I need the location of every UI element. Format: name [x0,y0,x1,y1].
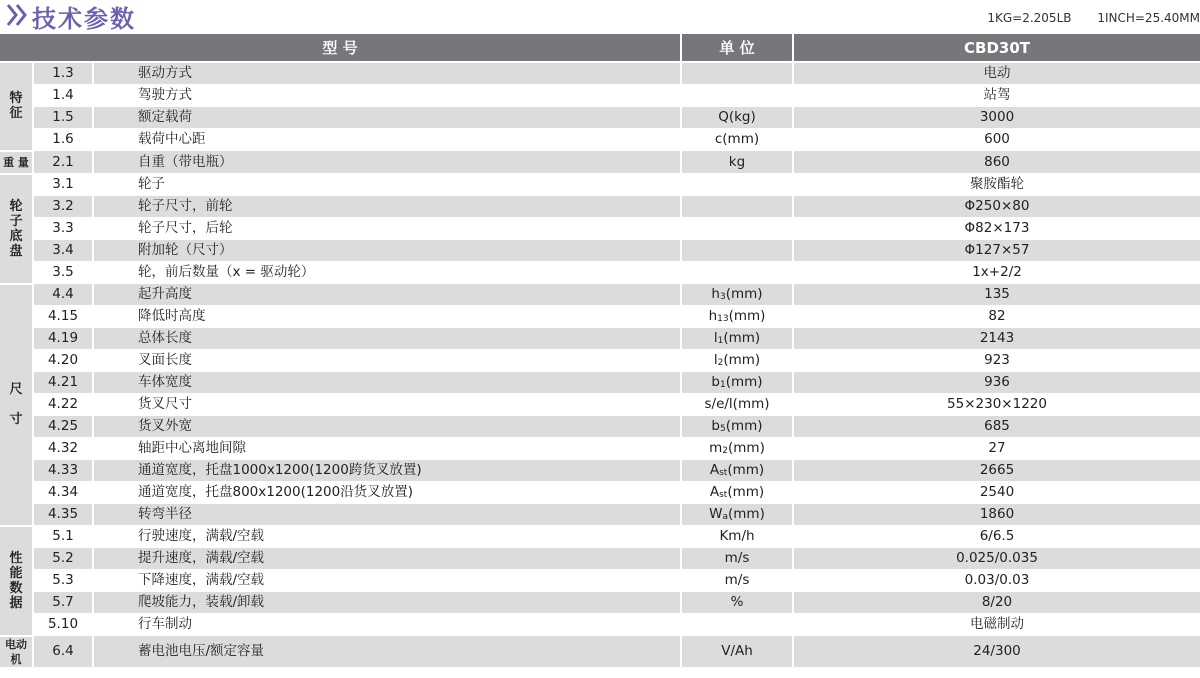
row-number: 4.33 [33,460,93,482]
unit-conversions [965,11,1200,25]
row-unit [681,284,793,306]
group-label [0,636,33,668]
row-value: 82 [793,306,1200,328]
group-label-text: 性 能 数 据 [9,550,23,611]
row-name: 车体宽度 [93,372,681,394]
row-name: 总体长度 [93,328,681,350]
unit-subscript: st [719,468,728,478]
unit-subscript: 13 [717,314,729,324]
row-unit [681,240,793,262]
row-unit [681,614,793,636]
unit-symbol: b [711,418,720,434]
row-number: 4.35 [33,504,93,526]
row-name: 爬坡能力，装载/卸载 [93,592,681,614]
unit-symbol: b [711,374,720,390]
row-name: 提升速度，满载/空载 [93,548,681,570]
row-value: Φ250×80 [793,196,1200,218]
group-label [0,62,33,151]
row-value: 135 [793,284,1200,306]
table-header-row [0,34,1200,62]
group-label-text: 电动机 [5,637,27,666]
row-name: 起升高度 [93,284,681,306]
row-number: 5.2 [33,548,93,570]
row-name: 通道宽度，托盘800x1200(1200沿货叉放置) [93,482,681,504]
row-number: 6.4 [33,636,93,668]
row-value: 2540 [793,482,1200,504]
row-number: 4.21 [33,372,93,394]
row-value: 站驾 [793,85,1200,107]
table-row [0,328,1200,350]
row-name: 载荷中心距 [93,129,681,151]
row-value: 电动 [793,62,1200,85]
table-row [0,526,1200,548]
table-row [0,548,1200,570]
table-row [0,284,1200,306]
unit-subscript: 3 [719,292,726,302]
row-value: 聚胺酯轮 [793,174,1200,196]
row-value: 55×230×1220 [793,394,1200,416]
table-row [0,592,1200,614]
row-unit: c(mm) [681,129,793,151]
unit-subscript: 2 [717,358,724,368]
row-value: Φ82×173 [793,218,1200,240]
table-row [0,372,1200,394]
unit-suffix: (mm) [728,308,766,324]
group-label [0,151,33,174]
row-name: 自重（带电瓶） [93,151,681,174]
unit-suffix: (mm) [725,418,763,434]
unit-symbol: A [709,484,720,500]
row-name: 轮子 [93,174,681,196]
row-name: 轮子尺寸，前轮 [93,196,681,218]
row-name: 轮子尺寸，后轮 [93,218,681,240]
row-unit [681,504,793,526]
row-number: 3.3 [33,218,93,240]
unit-subscript: 5 [720,424,726,434]
row-unit [681,372,793,394]
row-number: 4.19 [33,328,93,350]
table-row [0,107,1200,129]
row-name: 叉面长度 [93,350,681,372]
row-value: 1x+2/2 [793,262,1200,284]
row-name: 下降速度，满载/空载 [93,570,681,592]
row-unit [681,416,793,438]
row-value: 2665 [793,460,1200,482]
row-value: 电磁制动 [793,614,1200,636]
row-number: 4.22 [33,394,93,416]
row-unit [681,328,793,350]
row-unit: s/e/l(mm) [681,394,793,416]
row-number: 4.20 [33,350,93,372]
row-value: 600 [793,129,1200,151]
row-name: 行驶速度，满载/空载 [93,526,681,548]
row-value: 3000 [793,107,1200,129]
unit-suffix: (mm) [723,330,761,346]
table-row [0,62,1200,85]
unit-subscript: 1 [717,336,724,346]
row-number: 5.7 [33,592,93,614]
row-number: 2.1 [33,151,93,174]
unit-subscript: a [722,512,729,522]
row-name: 驾驶方式 [93,85,681,107]
row-value: 1860 [793,504,1200,526]
row-unit: m/s [681,570,793,592]
row-unit [681,306,793,328]
row-unit [681,174,793,196]
unit-inch-conversion: 1INCH=25.40MM [1097,11,1200,25]
row-name: 额定载荷 [93,107,681,129]
table-row [0,262,1200,284]
unit-suffix: (mm) [725,286,763,302]
unit-suffix: (mm) [725,374,763,390]
unit-symbol: h [708,308,718,324]
table-row [0,438,1200,460]
row-number: 1.3 [33,62,93,85]
row-name: 货叉外宽 [93,416,681,438]
row-unit [681,218,793,240]
table-row [0,394,1200,416]
unit-subscript: 1 [720,380,726,390]
row-name: 货叉尺寸 [93,394,681,416]
table-row [0,240,1200,262]
row-value: 24/300 [793,636,1200,668]
row-unit: Q(kg) [681,107,793,129]
table-row [0,460,1200,482]
row-number: 1.5 [33,107,93,129]
unit-symbol: m [709,440,723,456]
row-unit [681,85,793,107]
row-value: 685 [793,416,1200,438]
unit-suffix: (mm) [723,352,761,368]
page-title: 技术参数 [32,5,136,33]
row-unit: V/Ah [681,636,793,668]
table-row [0,570,1200,592]
row-name: 蓄电池电压/额定容量 [93,636,681,668]
group-label-text: 特 征 [9,91,23,122]
row-unit [681,438,793,460]
column-header-value: CBD30T [793,34,1200,62]
column-header-model: 型 号 [0,34,681,62]
row-name: 转弯半径 [93,504,681,526]
row-name: 附加轮（尺寸） [93,240,681,262]
table-row [0,85,1200,107]
table-body [0,62,1200,668]
unit-symbol: h [711,286,720,302]
group-label [0,284,33,526]
row-value: 6/6.5 [793,526,1200,548]
row-number: 4.25 [33,416,93,438]
row-number: 3.1 [33,174,93,196]
unit-subscript: 2 [722,446,729,456]
row-name: 驱动方式 [93,62,681,85]
group-label-text: 尺 寸 [9,382,23,427]
double-chevron-right-icon [4,2,30,28]
table-row [0,416,1200,438]
row-value: 923 [793,350,1200,372]
section-header [0,0,1200,33]
row-number: 3.4 [33,240,93,262]
unit-symbol: l [713,330,718,346]
unit-suffix: (mm) [728,440,765,456]
group-label [0,174,33,284]
row-value: 8/20 [793,592,1200,614]
row-value: 0.03/0.03 [793,570,1200,592]
row-number: 4.4 [33,284,93,306]
row-value: 0.025/0.035 [793,548,1200,570]
row-value: Φ127×57 [793,240,1200,262]
row-value: 2143 [793,328,1200,350]
row-number: 5.3 [33,570,93,592]
group-label-text: 重 量 [3,155,29,169]
row-unit: Km/h [681,526,793,548]
row-value: 936 [793,372,1200,394]
row-number: 4.34 [33,482,93,504]
table-row [0,636,1200,668]
unit-kg-conversion: 1KG=2.205LB [987,11,1072,25]
table-row [0,482,1200,504]
table-row [0,218,1200,240]
table-row [0,504,1200,526]
row-name: 轮，前后数量（x = 驱动轮） [93,262,681,284]
unit-symbol: A [709,462,720,478]
unit-suffix: (mm) [727,462,765,478]
unit-suffix: (mm) [727,484,765,500]
table-row [0,196,1200,218]
row-number: 4.32 [33,438,93,460]
row-unit: kg [681,151,793,174]
row-unit: m/s [681,548,793,570]
row-name: 行车制动 [93,614,681,636]
table-row [0,174,1200,196]
row-unit [681,350,793,372]
row-unit [681,262,793,284]
table-row [0,350,1200,372]
row-number: 4.15 [33,306,93,328]
row-value: 27 [793,438,1200,460]
unit-symbol: W [709,506,723,522]
row-name: 轴距中心离地间隙 [93,438,681,460]
table-row [0,306,1200,328]
row-name: 降低时高度 [93,306,681,328]
group-label-text: 轮 子 底 盘 [9,198,23,259]
row-unit: % [681,592,793,614]
row-number: 3.2 [33,196,93,218]
unit-subscript: st [719,490,728,500]
spec-table [0,34,1200,669]
table-row [0,129,1200,151]
row-unit [681,196,793,218]
row-number: 1.6 [33,129,93,151]
table-row [0,614,1200,636]
row-number: 5.10 [33,614,93,636]
row-value: 860 [793,151,1200,174]
row-number: 5.1 [33,526,93,548]
column-header-unit: 单 位 [681,34,793,62]
unit-symbol: l [713,352,718,368]
row-unit [681,460,793,482]
group-label [0,526,33,636]
table-row [0,151,1200,174]
row-number: 3.5 [33,262,93,284]
unit-suffix: (mm) [728,506,765,522]
row-unit [681,62,793,85]
row-name: 通道宽度，托盘1000x1200(1200跨货叉放置) [93,460,681,482]
row-number: 1.4 [33,85,93,107]
row-unit [681,482,793,504]
